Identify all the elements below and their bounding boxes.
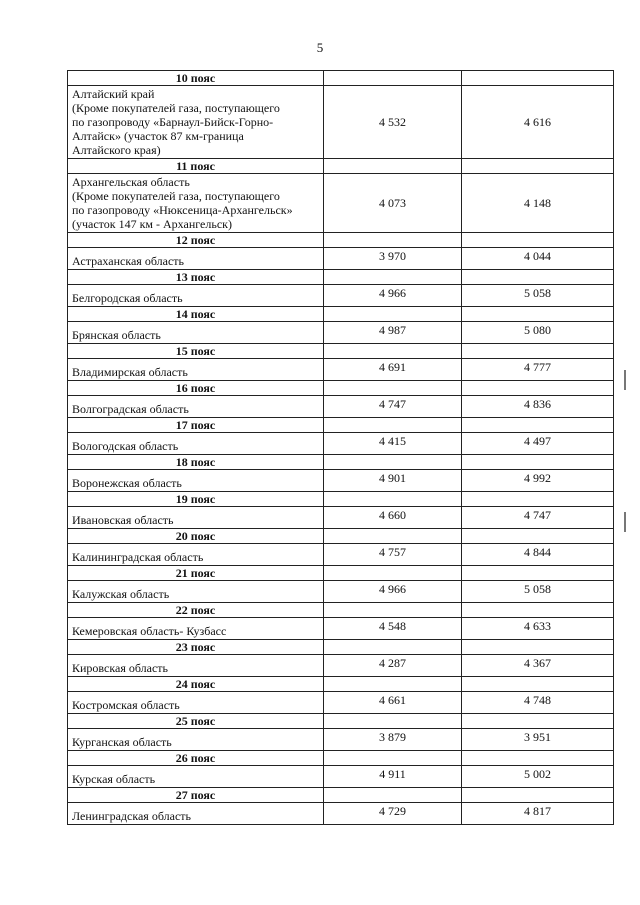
table-row (68, 470, 614, 492)
zone-name: 22 пояс (68, 603, 324, 618)
zone-header-row (68, 418, 614, 433)
zone-value-cell-empty (462, 677, 614, 692)
table-row (68, 729, 614, 751)
region-cell (68, 544, 324, 566)
table-row (68, 803, 614, 825)
gas-tariff-table (67, 70, 614, 825)
zone-value-cell-empty (324, 455, 462, 470)
table-row (68, 285, 614, 307)
region-name-line: Кировская область (72, 661, 169, 675)
zone-value-cell-empty (324, 677, 462, 692)
tariff-value-2: 4 616 (462, 86, 614, 159)
zone-value-cell-empty (462, 71, 614, 86)
region-cell (68, 581, 324, 603)
region-name-line: Костромская область (72, 698, 180, 712)
tariff-value-2: 4 044 (462, 248, 614, 270)
region-name-line: Калининградская область (72, 550, 204, 564)
zone-value-cell-empty (324, 788, 462, 803)
table-row (68, 507, 614, 529)
table-row (68, 581, 614, 603)
zone-header-row (68, 603, 614, 618)
zone-value-cell-empty (324, 566, 462, 581)
region-cell (68, 692, 324, 714)
region-name-line: Владимирская область (72, 365, 188, 379)
tariff-value-1: 4 966 (324, 581, 462, 603)
zone-name: 20 пояс (68, 529, 324, 544)
zone-name: 17 пояс (68, 418, 324, 433)
tariff-value-2: 5 058 (462, 285, 614, 307)
region-name-line: по газопроводу «Барнаул-Бийск-Горно- (72, 115, 274, 129)
region-name-line: Белгородская область (72, 291, 183, 305)
zone-header-row (68, 270, 614, 285)
zone-header-row (68, 751, 614, 766)
zone-name: 11 пояс (68, 159, 324, 174)
zone-value-cell-empty (462, 455, 614, 470)
zone-value-cell-empty (462, 640, 614, 655)
zone-value-cell-empty (324, 307, 462, 322)
zone-name: 15 пояс (68, 344, 324, 359)
zone-name: 13 пояс (68, 270, 324, 285)
zone-name: 10 пояс (68, 71, 324, 86)
zone-name: 26 пояс (68, 751, 324, 766)
zone-header-row (68, 566, 614, 581)
zone-value-cell-empty (324, 270, 462, 285)
zone-header-row (68, 233, 614, 248)
zone-value-cell-empty (324, 233, 462, 248)
region-cell (68, 655, 324, 677)
tariff-value-1: 4 911 (324, 766, 462, 788)
zone-value-cell-empty (324, 159, 462, 174)
table-row (68, 248, 614, 270)
zone-value-cell-empty (462, 788, 614, 803)
zone-header-row (68, 529, 614, 544)
region-cell (68, 359, 324, 381)
tariff-value-1: 4 661 (324, 692, 462, 714)
zone-value-cell-empty (462, 233, 614, 248)
tariff-value-2: 4 836 (462, 396, 614, 418)
zone-header-row (68, 71, 614, 86)
table-row (68, 618, 614, 640)
region-name-line: Брянская область (72, 328, 161, 342)
zone-header-row (68, 344, 614, 359)
zone-name: 19 пояс (68, 492, 324, 507)
tariff-value-1: 4 660 (324, 507, 462, 529)
tariff-value-1: 4 966 (324, 285, 462, 307)
tariff-value-2: 3 951 (462, 729, 614, 751)
zone-value-cell-empty (324, 71, 462, 86)
region-cell (68, 729, 324, 751)
region-name-line: Волгоградская область (72, 402, 189, 416)
table-row (68, 322, 614, 344)
zone-value-cell-empty (462, 418, 614, 433)
table-row (68, 396, 614, 418)
region-name-line: по газопроводу «Нюксеница-Архангельск» (72, 203, 293, 217)
region-cell (68, 470, 324, 492)
region-name-line: Архангельская область (72, 175, 190, 189)
region-name-line: Воронежская область (72, 476, 182, 490)
tariff-value-2: 4 148 (462, 174, 614, 233)
region-cell (68, 248, 324, 270)
tariff-value-2: 5 058 (462, 581, 614, 603)
zone-value-cell-empty (324, 603, 462, 618)
table-row (68, 359, 614, 381)
zone-value-cell-empty (324, 529, 462, 544)
tariff-value-1: 4 691 (324, 359, 462, 381)
region-name-line: Алтайский край (72, 87, 155, 101)
zone-value-cell-empty (462, 344, 614, 359)
region-cell (68, 174, 324, 233)
zone-header-row (68, 640, 614, 655)
zone-value-cell-empty (462, 603, 614, 618)
zone-header-row (68, 714, 614, 729)
table-row (68, 174, 614, 233)
zone-value-cell-empty (462, 529, 614, 544)
tariff-value-2: 5 080 (462, 322, 614, 344)
tariff-value-2: 4 777 (462, 359, 614, 381)
tariff-value-1: 4 747 (324, 396, 462, 418)
zone-name: 14 пояс (68, 307, 324, 322)
region-name-line: (Кроме покупателей газа, поступающего (72, 189, 280, 203)
region-name-line: Алтайского края) (72, 143, 161, 157)
zone-name: 27 пояс (68, 788, 324, 803)
region-name-line: Калужская область (72, 587, 170, 601)
table-row (68, 655, 614, 677)
zone-value-cell-empty (324, 418, 462, 433)
zone-name: 21 пояс (68, 566, 324, 581)
table-row (68, 692, 614, 714)
zone-header-row (68, 492, 614, 507)
zone-header-row (68, 455, 614, 470)
tariff-value-2: 4 367 (462, 655, 614, 677)
zone-value-cell-empty (324, 751, 462, 766)
tariff-value-1: 3 879 (324, 729, 462, 751)
tariff-value-1: 4 987 (324, 322, 462, 344)
tariff-value-1: 4 532 (324, 86, 462, 159)
table-row (68, 86, 614, 159)
tariff-value-1: 4 901 (324, 470, 462, 492)
tariff-value-1: 4 073 (324, 174, 462, 233)
region-name-line: Курганская область (72, 735, 172, 749)
region-cell (68, 803, 324, 825)
zone-name: 24 пояс (68, 677, 324, 692)
table-row (68, 766, 614, 788)
zone-name: 18 пояс (68, 455, 324, 470)
tariff-value-2: 4 497 (462, 433, 614, 455)
tariff-value-2: 4 817 (462, 803, 614, 825)
zone-header-row (68, 159, 614, 174)
table-body (68, 71, 614, 825)
region-name-line: Астраханская область (72, 254, 184, 268)
zone-header-row (68, 307, 614, 322)
region-name-line: (Кроме покупателей газа, поступающего (72, 101, 280, 115)
region-cell (68, 86, 324, 159)
tariff-value-1: 4 287 (324, 655, 462, 677)
region-name-line: Ивановская область (72, 513, 174, 527)
region-name-line: Курская область (72, 772, 156, 786)
region-cell (68, 396, 324, 418)
region-name-line: Алтайск» (участок 87 км-граница (72, 129, 244, 143)
tariff-value-2: 4 992 (462, 470, 614, 492)
zone-header-row (68, 677, 614, 692)
zone-value-cell-empty (324, 344, 462, 359)
scan-edge-mark (624, 370, 626, 390)
zone-name: 16 пояс (68, 381, 324, 396)
zone-value-cell-empty (462, 751, 614, 766)
zone-value-cell-empty (462, 270, 614, 285)
zone-name: 25 пояс (68, 714, 324, 729)
tariff-value-1: 3 970 (324, 248, 462, 270)
scan-edge-mark (624, 512, 626, 532)
region-name-line: Кемеровская область- Кузбасс (72, 624, 227, 638)
zone-value-cell-empty (324, 714, 462, 729)
tariff-value-2: 4 844 (462, 544, 614, 566)
tariff-value-1: 4 548 (324, 618, 462, 640)
region-cell (68, 766, 324, 788)
table-row (68, 544, 614, 566)
zone-value-cell-empty (462, 492, 614, 507)
tariff-value-2: 4 748 (462, 692, 614, 714)
tariff-value-1: 4 415 (324, 433, 462, 455)
region-cell (68, 433, 324, 455)
zone-name: 12 пояс (68, 233, 324, 248)
page-number: 5 (316, 40, 324, 55)
tariff-value-1: 4 729 (324, 803, 462, 825)
region-name-line: Ленинградская область (72, 809, 191, 823)
zone-value-cell-empty (462, 159, 614, 174)
region-name-line: Вологодская область (72, 439, 179, 453)
region-cell (68, 322, 324, 344)
zone-name: 23 пояс (68, 640, 324, 655)
region-cell (68, 285, 324, 307)
region-cell (68, 618, 324, 640)
table-row (68, 433, 614, 455)
tariff-value-2: 4 633 (462, 618, 614, 640)
zone-value-cell-empty (462, 307, 614, 322)
zone-header-row (68, 381, 614, 396)
zone-value-cell-empty (324, 640, 462, 655)
tariff-value-1: 4 757 (324, 544, 462, 566)
tariff-value-2: 4 747 (462, 507, 614, 529)
zone-header-row (68, 788, 614, 803)
zone-value-cell-empty (324, 492, 462, 507)
region-cell (68, 507, 324, 529)
zone-value-cell-empty (462, 566, 614, 581)
region-name-line: (участок 147 км - Архангельск) (72, 217, 232, 231)
zone-value-cell-empty (462, 381, 614, 396)
zone-value-cell-empty (324, 381, 462, 396)
tariff-value-2: 5 002 (462, 766, 614, 788)
zone-value-cell-empty (462, 714, 614, 729)
